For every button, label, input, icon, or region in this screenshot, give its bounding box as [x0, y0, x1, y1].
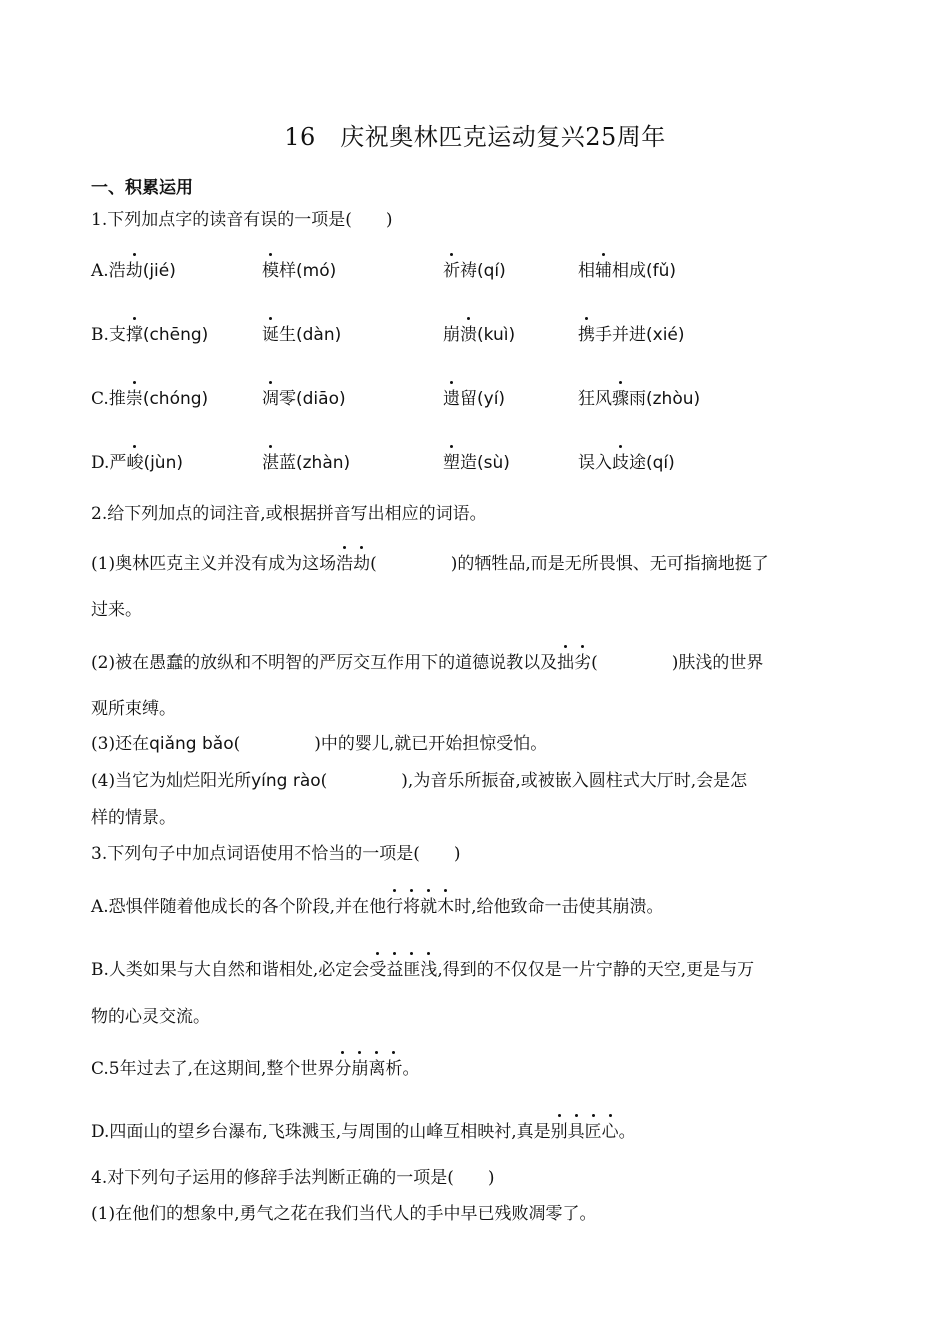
emphasis-dot-char: 歧: [612, 453, 629, 473]
pinyin: (xié): [646, 325, 685, 345]
emphasis-dot-char: 劣: [574, 653, 592, 673]
emphasis-dot-char: 心: [601, 1122, 619, 1142]
q1-option-d-4: 误入歧途(qí): [578, 453, 675, 473]
emphasis-dot-char: 诞: [262, 325, 279, 345]
q3-option-b: B.人类如果与大自然和谐相处,必定会受益匪浅,得到的不仅仅是一片宁静的天空,更是与万: [91, 960, 755, 980]
q1-option-b-4: 携手并进(xié): [578, 325, 685, 345]
pinyin: (yí): [477, 389, 506, 409]
pinyin: (kuì): [477, 325, 516, 345]
q1-option-a-1: A.浩劫(jié): [91, 261, 176, 281]
q1-option-b-3: 崩溃(kuì): [443, 325, 516, 345]
question-3-stem: 3.下列句子中加点词语使用不恰当的一项是( ): [91, 844, 461, 864]
q1-option-a-3: 祈祷(qí): [443, 261, 506, 281]
emphasis-dot-char: 匪: [403, 960, 421, 980]
q1-option-b-2: 诞生(dàn): [262, 325, 342, 345]
q3-option-d: D.四面山的望乡台瀑布,飞珠溅玉,与周围的山峰互相映衬,真是别具匠心。: [91, 1122, 636, 1142]
pinyin: (chēng): [142, 325, 209, 345]
q1-option-b-1: B.支撑(chēng): [91, 325, 209, 345]
q2-sentence-1: (1)奥林匹克主义并没有成为这场浩劫( )的牺牲品,而是无所畏惧、无可指摘地挺了: [91, 554, 769, 574]
pinyin: (zhòu): [646, 389, 701, 409]
q2-sentence-1-cont: 过来。: [91, 600, 142, 620]
emphasis-dot-char: 撑: [125, 325, 143, 345]
emphasis-dot-char: 离: [368, 1059, 386, 1079]
q2-sentence-3: (3)还在qiǎng bǎo( )中的婴儿,就已开始担惊受怕。: [91, 734, 548, 754]
pinyin: (diāo): [296, 389, 346, 409]
q4-sentence-1: (1)在他们的想象中,勇气之花在我们当代人的手中早已残败凋零了。: [91, 1204, 597, 1224]
pinyin: qiǎng bǎo: [149, 734, 234, 754]
emphasis-dot-char: 拙: [557, 653, 575, 673]
pinyin: (dàn): [296, 325, 342, 345]
emphasis-dot-char: 辅: [595, 261, 612, 281]
q2-sentence-2-cont: 观所束缚。: [91, 699, 176, 719]
pinyin: (qí): [477, 261, 506, 281]
q1-option-a-4: 相辅相成(fǔ): [578, 261, 677, 281]
emphasis-dot-char: 祈: [443, 261, 460, 281]
emphasis-dot-char: 峻: [126, 453, 144, 473]
emphasis-dot-char: 木: [437, 897, 455, 917]
emphasis-dot-char: 塑: [443, 453, 460, 473]
emphasis-dot-char: 别: [550, 1122, 568, 1142]
emphasis-dot-char: 就: [420, 897, 438, 917]
emphasis-dot-char: 分: [334, 1059, 352, 1079]
emphasis-dot-char: 模: [262, 261, 279, 281]
emphasis-dot-char: 凋: [262, 389, 279, 409]
emphasis-dot-char: 携: [578, 325, 595, 345]
q1-option-c-2: 凋零(diāo): [262, 389, 346, 409]
q1-option-c-1: C.推崇(chóng): [91, 389, 209, 409]
question-4-stem: 4.对下列句子运用的修辞手法判断正确的一项是( ): [91, 1168, 495, 1188]
pinyin: (mó): [296, 261, 337, 281]
emphasis-dot-char: 溃: [460, 325, 477, 345]
q1-option-d-3: 塑造(sù): [443, 453, 510, 473]
emphasis-dot-char: 遗: [443, 389, 460, 409]
q3-option-a: A.恐惧伴随着他成长的各个阶段,并在他行将就木时,给他致命一击使其崩溃。: [91, 897, 664, 917]
pinyin: (jùn): [143, 453, 183, 473]
emphasis-dot-char: 益: [386, 960, 404, 980]
q1-option-d-1: D.严峻(jùn): [91, 453, 183, 473]
q1-option-d-2: 湛蓝(zhàn): [262, 453, 351, 473]
emphasis-dot-char: 湛: [262, 453, 279, 473]
emphasis-dot-char: 匠: [584, 1122, 602, 1142]
pinyin: yíng rào: [251, 771, 321, 791]
question-1-stem: 1.下列加点字的读音有误的一项是( ): [91, 210, 393, 230]
q3-option-b-cont: 物的心灵交流。: [91, 1007, 210, 1027]
emphasis-dot-char: 崇: [125, 389, 143, 409]
section-heading: 一、积累运用: [91, 178, 193, 198]
page-title: 16 庆祝奥林匹克运动复兴25周年: [284, 123, 666, 151]
pinyin: (jié): [142, 261, 176, 281]
pinyin: (qí): [646, 453, 675, 473]
emphasis-dot-char: 骤: [612, 389, 629, 409]
emphasis-dot-char: 析: [385, 1059, 403, 1079]
q1-option-a-2: 模样(mó): [262, 261, 337, 281]
emphasis-dot-char: 受: [369, 960, 387, 980]
emphasis-dot-char: 崩: [351, 1059, 369, 1079]
pinyin: (chóng): [142, 389, 209, 409]
q1-option-c-3: 遗留(yí): [443, 389, 506, 409]
emphasis-dot-char: 劫: [125, 261, 143, 281]
q2-sentence-2: (2)被在愚蠢的放纵和不明智的严厉交互作用下的道德说教以及拙劣( )肤浅的世界: [91, 653, 764, 673]
pinyin: (fǔ): [646, 261, 677, 281]
q2-sentence-4-cont: 样的情景。: [91, 808, 176, 828]
emphasis-dot-char: 劫: [353, 554, 371, 574]
emphasis-dot-char: 行: [386, 897, 404, 917]
emphasis-dot-char: 浩: [336, 554, 354, 574]
emphasis-dot-char: 将: [403, 897, 421, 917]
q1-option-c-4: 狂风骤雨(zhòu): [578, 389, 701, 409]
q2-sentence-4: (4)当它为灿烂阳光所yíng rào( ),为音乐所振奋,或被嵌入圆柱式大厅时,会是怎: [91, 771, 748, 791]
q3-option-c: C.5年过去了,在这期间,整个世界分崩离析。: [91, 1059, 420, 1079]
emphasis-dot-char: 浅: [420, 960, 438, 980]
pinyin: (sù): [477, 453, 510, 473]
pinyin: (zhàn): [296, 453, 351, 473]
emphasis-dot-char: 具: [567, 1122, 585, 1142]
question-2-stem: 2.给下列加点的词注音,或根据拼音写出相应的词语。: [91, 504, 487, 524]
